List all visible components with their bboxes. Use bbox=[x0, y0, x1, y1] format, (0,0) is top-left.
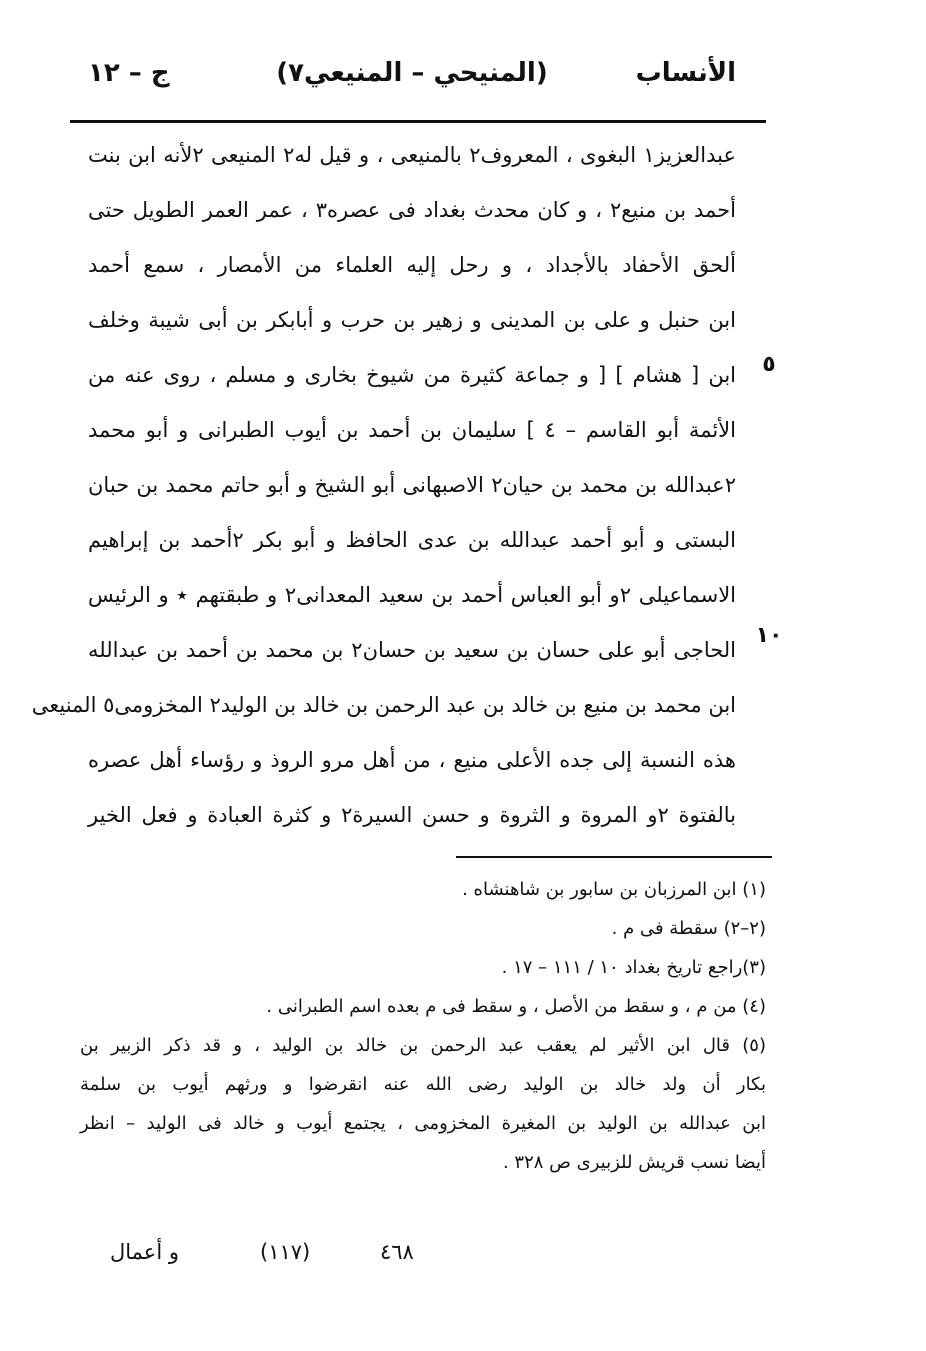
section-title: (المنيحي – المنيعي٧) bbox=[276, 58, 548, 88]
text-line: البستى و أبو أحمد عبدالله بن عدى الحافظ و أبو بكر ٢أحمد بن إبراهيم bbox=[88, 528, 737, 552]
sequence-number: (١١٧) bbox=[260, 1240, 311, 1264]
page-footer bbox=[110, 1240, 470, 1280]
text-line: الأئمة أبو القاسم – ٤ ] سليمان بن أحمد بن أيوب الطبرانى و أبو محمد bbox=[88, 418, 736, 442]
running-header bbox=[88, 58, 736, 102]
text-line: الاسماعيلى ٢و أبو العباس أحمد بن سعيد المعدانى٢ و طبقتهم ٭ و الرئيس bbox=[88, 583, 737, 607]
footnote: (١) ابن المرزبان بن سابور بن شاهنشاه . bbox=[462, 879, 766, 900]
text-line: ٢عبدالله بن محمد بن حيان٢ الاصبهانى أبو الشيخ و أبو حاتم محمد بن حبان bbox=[88, 473, 736, 497]
footnote-rule bbox=[456, 856, 772, 858]
main-text bbox=[31, 128, 737, 843]
footnote: (٤) من م ، و سقط من الأصل ، و سقط فى م بعده اسم الطبرانى . bbox=[266, 996, 766, 1017]
text-line: ابن [ هشام ] [ و جماعة كثيرة من شيوخ بخارى و مسلم ، روى عنه من bbox=[88, 363, 736, 387]
footnote-continuation: أيضا نسب قريش للزبيرى ص ٣٢٨ . bbox=[502, 1152, 766, 1173]
text-line: بالفتوة ٢و المروة و الثروة و حسن السيرة٢ و كثرة العبادة و فعل الخير bbox=[88, 803, 736, 827]
footnote-continuation: ابن عبدالله بن الوليد بن المغيرة المخزومى ، يجتمع أيوب و خالد فى الوليد – انظر bbox=[80, 1113, 766, 1134]
header-rule bbox=[70, 120, 766, 123]
text-line: عبدالعزيز١ البغوى ، المعروف٢ بالمنيعى ، و قيل له٢ المنيعى ٢لأنه ابن بنت bbox=[88, 143, 736, 167]
line-number-5: ٥ bbox=[762, 352, 776, 377]
footnote: (٥) قال ابن الأثير لم يعقب عبد الرحمن بن خالد بن الوليد ، و قد ذكر الزبير بن bbox=[80, 1035, 766, 1056]
footnote: (٢–٢) سقطة فى م . bbox=[611, 918, 766, 939]
text-line: ابن حنبل و على بن المدينى و زهير بن حرب و أبابكر بن أبى شيبة وخلف bbox=[88, 308, 736, 332]
text-line: ألحق الأحفاد بالأجداد ، و رحل إليه العلماء من الأمصار ، سمع أحمد bbox=[88, 253, 736, 277]
page-number: ٤٦٨ bbox=[380, 1240, 414, 1264]
text-line: أحمد بن منيع٢ ، و كان محدث بغداد فى عصره٣ ، عمر العمر الطويل حتى bbox=[88, 198, 737, 222]
volume-number: ج – ١٢ bbox=[88, 58, 170, 88]
line-number-10: ١٠ bbox=[755, 623, 783, 648]
book-title: الأنساب bbox=[635, 58, 736, 88]
text-line: ابن محمد بن منيع بن خالد بن عبد الرحمن بن خالد بن الوليد٢ المخزومى٥ المنيعى bbox=[31, 693, 736, 717]
catchword: و أعمال bbox=[110, 1240, 179, 1264]
footnote-continuation: بكار أن ولد خالد بن الوليد رضى الله عنه انقرضوا و ورثهم أيوب بن سلمة bbox=[80, 1074, 766, 1095]
text-line: الحاجى أبو على حسان بن سعيد بن حسان٢ بن محمد بن أحمد بن عبدالله bbox=[88, 638, 737, 662]
text-line: هذه النسبة إلى جده الأعلى منيع ، من أهل مرو الروذ و رؤساء أهل عصره bbox=[88, 748, 736, 772]
footnote: (٣)راجع تاريخ بغداد ١٠ / ١١١ – ١٧ . bbox=[501, 957, 766, 978]
footnotes bbox=[80, 870, 766, 1182]
